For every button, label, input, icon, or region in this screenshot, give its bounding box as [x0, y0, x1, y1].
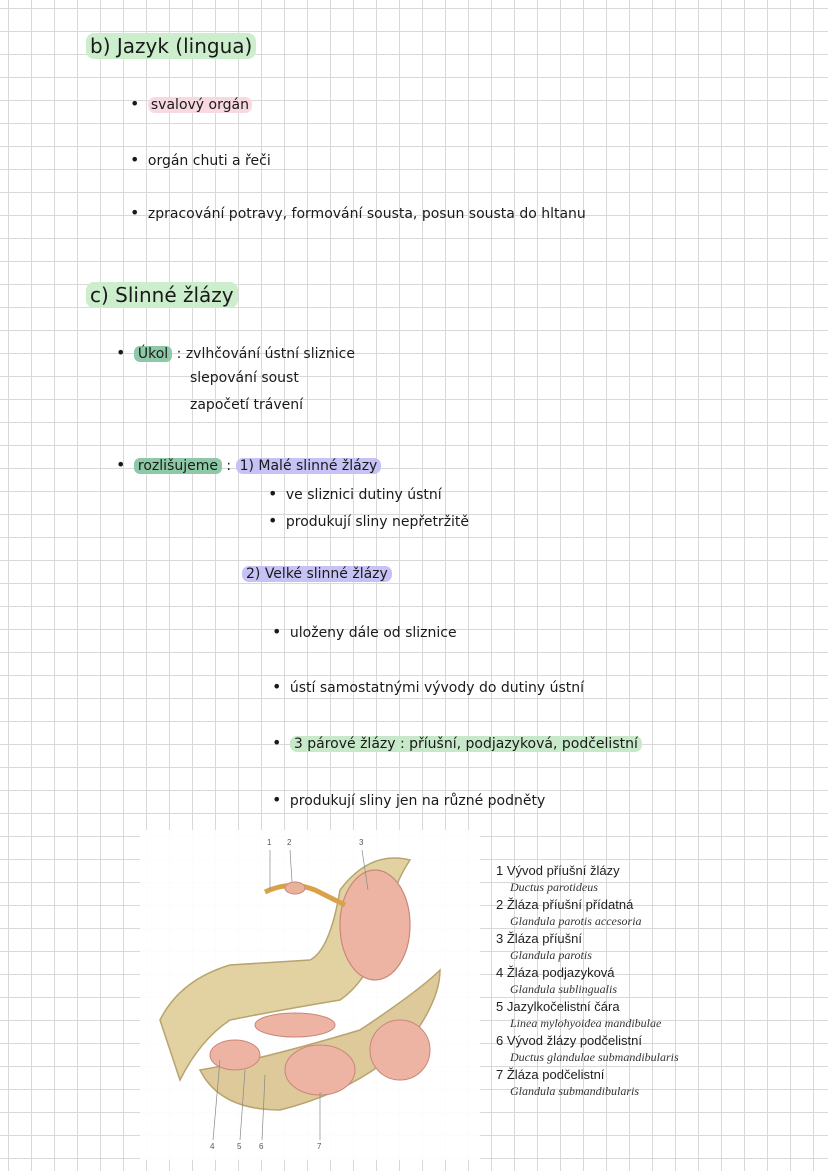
section-c-heading: c) Slinné žlázy	[86, 283, 238, 307]
ukol-item-3: započetí trávení	[190, 397, 304, 413]
section-b-bullet-3: • zpracování potravy, formování sousta, posun sousta do hltanu	[130, 203, 586, 222]
callout-6: 6	[259, 1142, 264, 1151]
male-bullet-1: • ve sliznici dutiny ústní	[268, 484, 442, 503]
callout-3: 3	[359, 838, 364, 847]
velke-bullet-4: • produkují sliny jen na různé podněty	[272, 790, 545, 809]
legend-entry-2: 2 Žláza příušní přídatná Glandula parotis accesoria	[496, 897, 642, 928]
callout-7: 7	[317, 1142, 322, 1151]
callout-1: 1	[267, 838, 272, 847]
velke-bullet-1: • uloženy dále od sliznice	[272, 622, 457, 641]
callout-2: 2	[287, 838, 292, 847]
velke-bullet-3: • 3 párové žlázy : příušní, podjazyková, podčelistní	[272, 733, 642, 752]
velke-bullet-2: • ústí samostatnými vývody do dutiny ústní	[272, 677, 584, 696]
section-b-heading: b) Jazyk (lingua)	[86, 34, 256, 58]
figure-legend	[496, 862, 679, 1100]
callout-5: 5	[237, 1142, 242, 1151]
legend-entry-5: 5 Jazylkočelistní čára Linea mylohyoidea mandibulae	[496, 999, 662, 1030]
rozlisujeme-label: rozlišujeme	[134, 458, 222, 474]
ukol-item-2: slepování soust	[190, 370, 299, 386]
legend-entry-1: 1 Vývod příušní žlázy Ductus parotideus	[496, 863, 620, 894]
ukol-label: Úkol	[134, 346, 172, 362]
callout-4: 4	[210, 1142, 215, 1151]
male-bullet-2: • produkují sliny nepřetržitě	[268, 511, 469, 530]
legend-entry-6: 6 Vývod žlázy podčelistní Ductus glandulae submandibularis	[496, 1033, 679, 1064]
ukol-item-1: zvlhčování ústní sliznice	[185, 346, 355, 362]
ukol-row: • Úkol : zvlhčování ústní sliznice	[116, 343, 355, 362]
male-title: 1) Malé slinné žlázy	[236, 458, 382, 474]
legend-entry-3: 3 Žláza příušní Glandula parotis	[496, 931, 592, 962]
velke-title: 2) Velké slinné žlázy	[242, 566, 392, 582]
legend-entry-4: 4 Žláza podjazyková Glandula sublingualis	[496, 965, 618, 996]
salivary-glands-figure	[140, 830, 480, 1160]
rozlisujeme-row: • rozlišujeme : 1) Malé slinné žlázy	[116, 455, 381, 474]
section-b-bullet-2: • orgán chuti a řeči	[130, 150, 271, 169]
legend-entry-7: 7 Žláza podčelistní Glandula submandibularis	[496, 1067, 640, 1098]
salivary-glands-illustration	[140, 830, 480, 1160]
section-b-bullet-1: • svalový orgán	[130, 94, 252, 113]
